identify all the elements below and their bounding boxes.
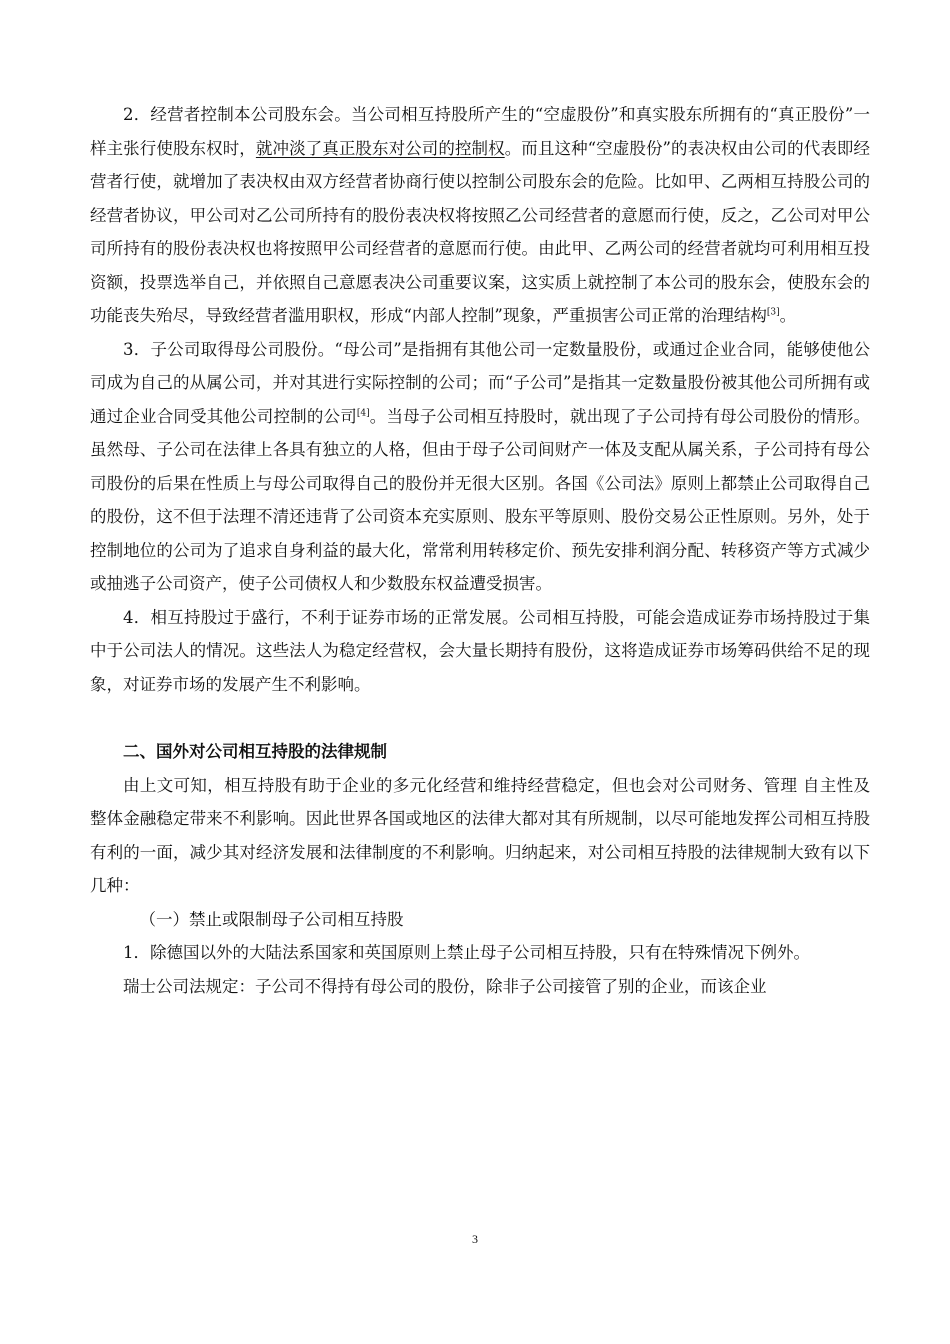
page-number: 3 bbox=[472, 1232, 478, 1246]
paragraph-subsidiary-shares bbox=[90, 333, 870, 601]
paragraph-intro: 由上文可知，相互持股有助于企业的多元化经营和维持经营稳定，但也会对公司财务、管理 自主性及整体金融稳定带来不利影响。因此世界各国或地区的法律大都对其有所规制，以尽可能地发挥公司相互持股有利的一面，减少其对经济发展和法律制度的不利影响。归纳起来，对公司相互持股的法律规制大致有以下几种： bbox=[90, 775, 870, 895]
underlined-text: 就冲淡了真正股东对公司的控制权 bbox=[255, 138, 505, 158]
paragraph-continental-law: 1．除德国以外的大陆法系国家和英国原则上禁止母子公司相互持股，只有在特殊情况下例外。 bbox=[123, 943, 810, 962]
paragraph-text: 。当母子公司相互持股时，就出现了子公司持有母公司股份的情形。虽然母、子公司在法律上各具有独立的人格，但由于母子公司间财产一体及支配从属关系，子公司持有母公司股份的后果在性质上与母公司取得自己的股份并无很大区别。各国《公司法》原则上都禁止公司取得自己的股份，这不但于法理不清还违背了公司资本充实原则、股东平等原则、股份交易公正性原则。另外，处于控制地位的公司为了追求自身利益的最大化，常常利用转移定价、预先安排利润分配、转移资产等方式减少或抽逃子公司资产，使子公司债权人和少数股东权益遭受损害。 bbox=[90, 406, 871, 593]
paragraph-text: 2．经营者控制本公司股东会。当公司相互持股所产生的“空虚股份”和真实股东所拥有的“真正股份”一样主张行使股东权时， bbox=[90, 105, 870, 158]
subsection-heading: （一）禁止或限制母子公司相互持股 bbox=[139, 909, 404, 929]
paragraph-text: 。而且这种“空虚股份”的表决权由公司的代表即经营者行使，就增加了表决权由双方经营者协商行使以控制公司股东会的危险。比如甲、乙两相互持股公司的经营者协议，甲公司对乙公司所持有的股份表决权将按照乙公司经营者的意愿而行使，反之，乙公司对甲公司所持有的股份表决权也将按照甲公司经营者的意愿而行使。由此甲、乙两公司的经营者就均可利用相互投资额，投票选举自己，并依照自己意愿表决公司重要议案，这实质上就控制了本公司的股东会，使股东会的功能丧失殆尽，导致经营者滥用职权，形成“内部人控制”现象，严重损害公司正常的治理结构 bbox=[90, 138, 871, 325]
paragraph-text: 。 bbox=[779, 306, 797, 325]
paragraph-swiss-law: 瑞士公司法规定：子公司不得持有母公司的股份，除非子公司接管了别的企业，而该企业 bbox=[123, 976, 767, 996]
paragraph-securities-market: 4．相互持股过于盛行，不利于证券市场的正常发展。公司相互持股，可能会造成证券市场持股过于集中于公司法人的情况。这些法人为稳定经营权，会大量长期持有股份，这将造成证券市场筹码供给不足的现象，对证券市场的发展产生不利影响。 bbox=[90, 607, 870, 694]
paragraph-text: 3．子公司取得母公司股份。“母公司”是指拥有其他公司一定数量股份，或通过企业合同，能够使他公司成为自己的从属公司，并对其进行实际控制的公司；而“子公司”是指其一定数量股份被其他公司所拥有或通过企业合同受其他公司控制的公司 bbox=[90, 339, 870, 426]
citation-ref: [4] bbox=[356, 408, 370, 418]
citation-ref: [3] bbox=[766, 307, 780, 318]
paragraph-shareholder-control bbox=[90, 98, 870, 333]
section-heading: 二、国外对公司相互持股的法律规制 bbox=[123, 742, 387, 761]
body-text bbox=[90, 98, 870, 1003]
